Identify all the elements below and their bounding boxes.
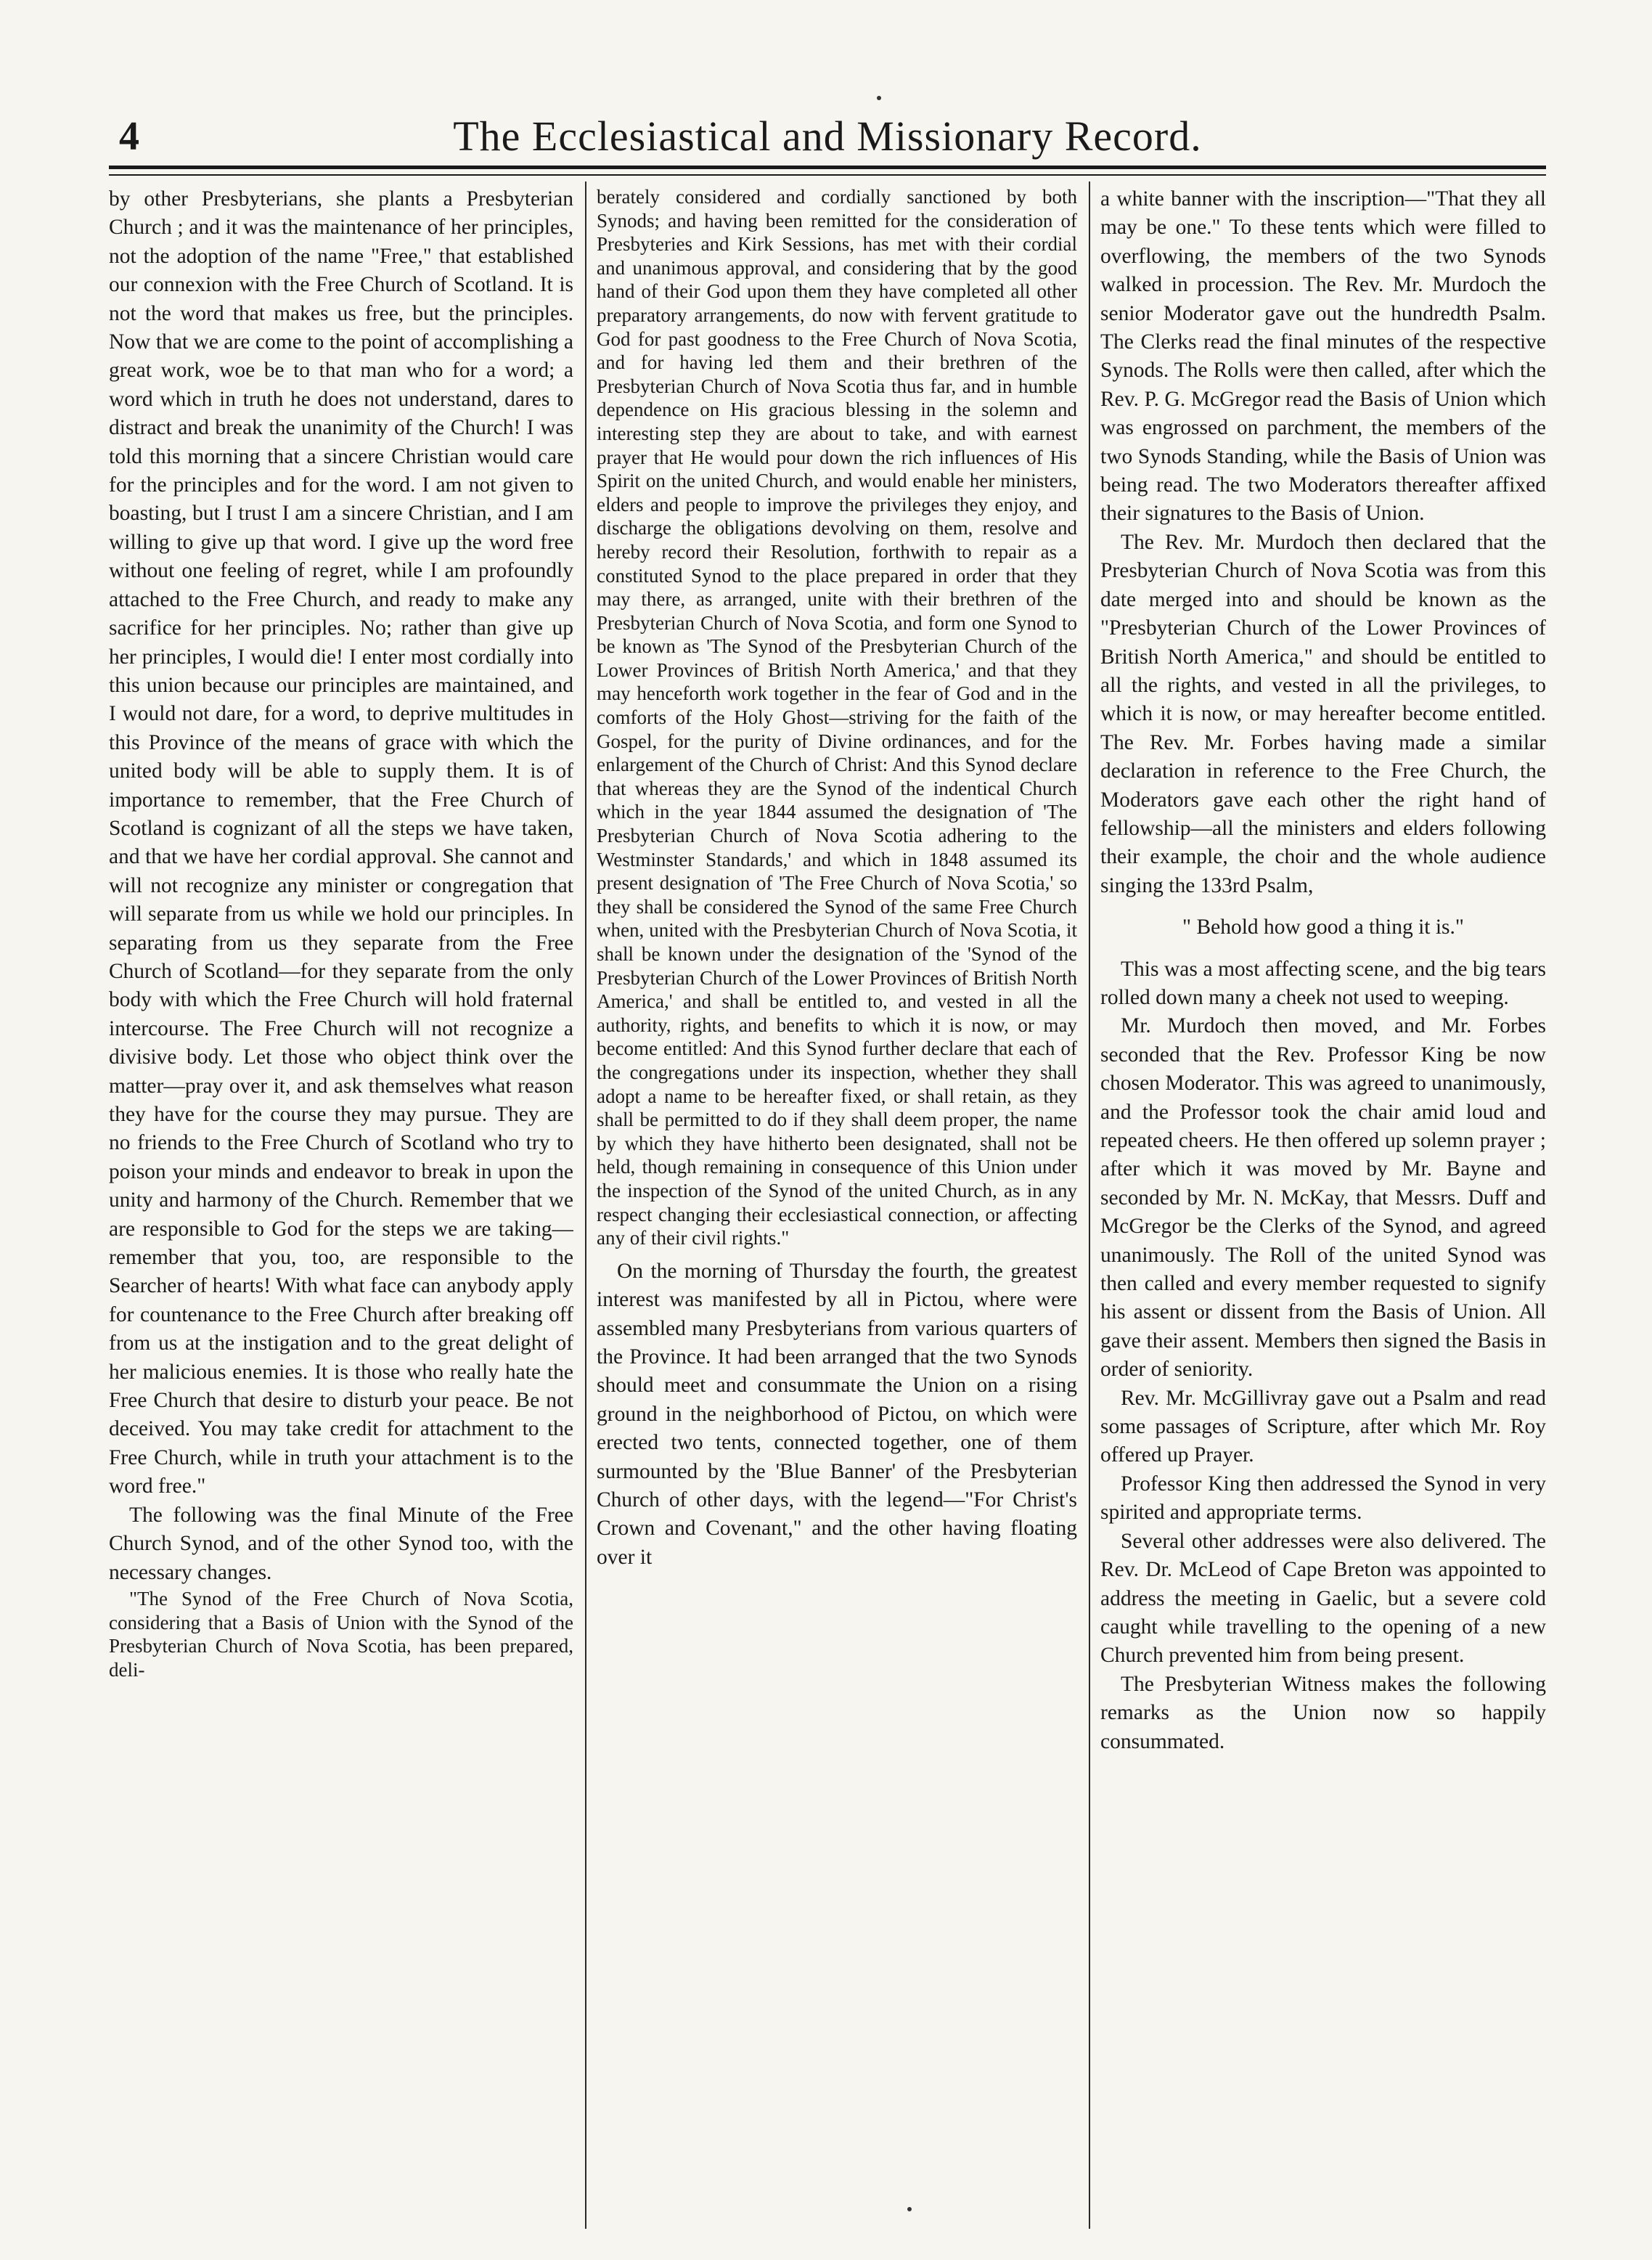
paragraph: On the morning of Thursday the fourth, the greatest interest was manifested by all in Pictou, where were assembled many Presbyterians from various quarters of the Province. It had been arranged that the two Synods should meet and consummate the Union on a rising ground in the neighborhood of Pictou, on which were erected two tents, connected together, one of them surmounted by the 'Blue Banner' of the Presbyterian Church of other days, with the legend—"For Christ's Crown and Covenant," and the other having floating over it (597, 1259, 1077, 1569)
paragraph: Rev. Mr. McGillivray gave out a Psalm and read some passages of Scripture, after which Mr. Roy offered up Prayer. (1100, 1386, 1546, 1467)
column-middle (597, 185, 1077, 2232)
column-rule-left (585, 181, 586, 2229)
minute-quote-continued: berately considered and cordially sanctioned by both Synods; and having been remitted for the consideration of Presbyteries and Kirk Sessions, has met with their cordial and unanimous approval, and considering that by the good hand of their God upon them they have completed all other preparatory arrangements, do now with fervent gratitude to God for past goodness to the Free Church of Nova Scotia, and for having led them and their brethren of the Presbyterian Church of Nova Scotia thus far, and in humble dependence on His gracious blessing in the solemn and interesting step they are about to take, and with earnest prayer that He would pour down the rich influences of His Spirit on the united Church, and would enable her ministers, elders and people to improve the privileges they enjoy, and discharge the obligations devolving on them, resolve and hereby record their Resolution, forthwith to repair as a constituted Synod to the place prepared in order that they may there, as arranged, unite with their brethren of the Presbyterian Church of Nova Scotia, and form one Synod to be known as 'The Synod of the Presbyterian Church of the Lower Provinces of British North America,' and that they may henceforth work together in the fear of God and in the comforts of the Holy Ghost—striving for the faith of the Gospel, for the purity of Divine ordinances, and for the enlargement of the Church of Christ: And this Synod declare that whereas they are the Synod of the indentical Church which in the year 1844 assumed the designation of 'The Presbyterian Church of Nova Scotia adhering to the Westminster Standards,' and which in 1848 assumed its present designation of 'The Free Church of Nova Scotia,' so they shall be considered the Synod of the same Free Church when, united with the Presbyterian Church of Nova Scotia, it shall be known under the designation of the 'Synod of the Presbyterian Church of the Lower Provinces of British North America,' and shall be entitled to, and vested in all the authority, rights, and benefits to which it is now, or may become entitled: And this Synod further declare that each of the congregations under its inspection, whether they shall adopt a name to be hereafter fixed, or shall retain, as they shall be permitted to do if they shall deem proper, the name by which they have hitherto been designated, shall not be held, though remaining in consequence of this Union under the inspection of the Synod of the united Church, as in any respect changing their ecclesiastical connection, or affecting any of their civil rights." (597, 186, 1077, 1249)
paragraph: The Rev. Mr. Murdoch then declared that the Presbyterian Church of Nova Scotia was from this date merged into and should be known as the "Presbyterian Church of the Lower Provinces of British North America," and should be entitled to all the rights, and vested in all the privileges, to which it is now, or may hereafter become entitled. The Rev. Mr. Forbes having made a similar declaration in reference to the Free Church, the Moderators gave each other the right hand of fellowship—all the ministers and elders following their example, the choir and the whole audience singing the 133rd Psalm, (1100, 530, 1546, 897)
paragraph: Mr. Murdoch then moved, and Mr. Forbes seconded that the Rev. Professor King be now chosen Moderator. This was agreed to unanimously, and the Professor took the chair amid loud and repeated cheers. He then offered up solemn prayer ; after which it was moved by Mr. Bayne and seconded by Mr. N. McKay, that Messrs. Duff and McGregor be the Clerks of the Synod, and agreed unanimously. The Roll of the united Synod was then called and every member requested to signify his assent or dissent from the Basis of Union. All gave their assent. Members then signed the Basis in order of seniority. (1100, 1014, 1546, 1382)
column-left (109, 185, 573, 2232)
paragraph: Several other addresses were also delivered. The Rev. Dr. McLeod of Cape Breton was appointed to address the meeting in Gaelic, but a severe cold caught while travelling to the opening of a new Church prevented him from being present. (1100, 1529, 1546, 1668)
psalm-quote: " Behold how good a thing it is." (1182, 915, 1464, 939)
column-rule-right (1089, 181, 1090, 2229)
page-header (109, 109, 1546, 167)
printer-mark (877, 96, 881, 100)
minute-quote: "The Synod of the Free Church of Nova Scotia, considering that a Basis of Union with the Synod of the Presbyterian Church of Nova Scotia, has been prepared, deli- (109, 1587, 573, 1681)
paragraph: This was a most affecting scene, and the big tears rolled down many a cheek not used to weeping. (1100, 957, 1546, 1009)
header-rule-thin (109, 174, 1546, 176)
header-rule-thick (109, 166, 1546, 169)
paragraph: Professor King then addressed the Synod in very spirited and appropriate terms. (1100, 1472, 1546, 1525)
running-title: The Ecclesiastical and Missionary Record. (453, 113, 1202, 160)
paragraph: a white banner with the inscription—"That they all may be one." To these tents which were filled to overflowing, the members of the two Synods walked in procession. The Rev. Mr. Murdoch the senior Moderator gave out the hundredth Psalm. The Clerks read the final minutes of the respective Synods. The Rolls were then called, after which the Rev. P. G. McGregor read the Basis of Union which was engrossed on parchment, the members of the two Synods Standing, while the Basis of Union was being read. The two Moderators thereafter affixed their signatures to the Basis of Union. (1100, 187, 1546, 526)
paragraph: The following was the final Minute of the Free Church Synod, and of the other Synod too, with the necessary changes. (109, 1503, 573, 1584)
column-right (1100, 185, 1546, 2232)
printer-mark (907, 2207, 912, 2211)
paragraph: The Presbyterian Witness makes the following remarks as the Union now so happily consummated. (1100, 1672, 1546, 1753)
paragraph: by other Presbyterians, she plants a Presbyterian Church ; and it was the maintenance of her principles, not the adoption of the name "Free," that established our connexion with the Free Church of Scotland. It is not the word that makes us free, but the principles. Now that we are come to the point of accomplishing a great work, woe be to that man who for a word; a word which in truth he does not understand, dares to distract and break the unanimity of the Church! I was told this morning that a sincere Christian would care for the principles and for the word. I am not given to boasting, but I trust I am a sincere Christian, and I am willing to give up that word. I give up the word free without one feeling of regret, while I am profoundly attached to the Free Church, and ready to make any sacrifice for her principles. No; rather than give up her principles, I would die! I enter most cordially into this union because our principles are maintained, and I would not dare, for a word, to deprive multitudes in this Province of the means of grace with which the united body will be able to supply them. It is of importance to remember, that the Free Church of Scotland is cognizant of all the steps we have taken, and that we have her cordial approval. She cannot and will not recognize any minister or congregation that will separate from us while we hold our principles. In separating from us they separate from the Free Church of Scotland—for they separate from the only body with which the Free Church will hold fraternal intercourse. The Free Church will not recognize a divisive body. Let those who object think over the matter—pray over it, and ask themselves what reason they have for the course they may pursue. They are no friends to the Free Church of Scotland who try to poison your minds and endeavor to break in upon the unity and harmony of the Church. Remember that we are responsible to God for the steps we are taking—remember that you, too, are responsible to the Searcher of hearts! With what face can anybody apply for countenance to the Free Church after breaking off from us at the instigation and to the great delight of her malicious enemies. It is those who really hate the Free Church that desire to disturb your peace. Be not deceived. You may take credit for attachment to the Free Church, while in truth your attachment is to the word free." (109, 187, 573, 1498)
page-number: 4 (119, 114, 139, 159)
